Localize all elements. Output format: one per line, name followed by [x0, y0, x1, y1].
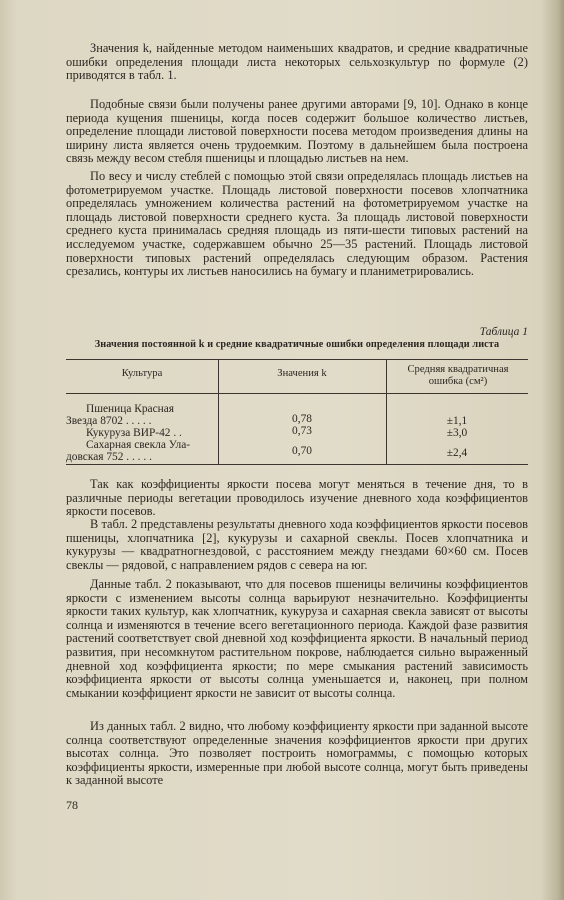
table-cell-err-3: ±2,4	[446, 447, 468, 459]
table-number: Таблица 1	[479, 326, 528, 338]
page-number: 78	[66, 798, 78, 812]
table-cell-err-1: ±1,1	[446, 415, 468, 427]
table-cell-k-2: 0,73	[292, 425, 312, 437]
table-bottom-rule	[66, 464, 528, 465]
paragraph-5: В табл. 2 представлены результаты дневного хода коэффициентов яркости посевов пшеницы, хлопчатника [2], кукурузы и сахарной свеклы. Посев хлопчатника и кукурузы — квадратногнездовой, с расстоянием между гнездами 60×60 см. Посев свеклы — рядовой, с направлением рядов с севера на юг.	[66, 517, 528, 572]
table-cell-culture-1a: Пшеница Красная	[86, 403, 175, 415]
table-header-error: Средняя квадратичная ошибка (см²)	[407, 364, 509, 387]
table-header-culture: Культура	[121, 368, 163, 379]
paragraph-6: Данные табл. 2 показывают, что для посевов пшеницы величины коэффициентов яркости с изменением высоты солнца варьируют незначительно. Коэффициенты яркости таких культур, как хлопчатник, кукуруза и сахарная свекла зависят от высоты солнца и изменяются в течение всего вегетационного периода. Каждой фазе развития растений соответствует свой дневной ход коэффициента яркости. В начальный период развития, при несомкнутом растительном покрове, наблюдается сильно выраженный дневной ход коэффициента яркости; по мере смыкания растений зависимость коэффициента яркости от высоты солнца уменьшается и, наконец, при полном смыкании коэффициент яркости не зависит от высоты солнца.	[66, 577, 528, 700]
table-top-rule	[66, 359, 528, 360]
table-cell-culture-2: Кукуруза ВИР-42 . .	[86, 427, 182, 439]
table-col-divider-2	[386, 360, 387, 464]
paragraph-3: По весу и числу стеблей с помощью этой связи определялась площадь листьев на фотометрируемом участке. Площадь листовой поверхности посевов хлопчатника определялась умножением количества растений на фотометрируемом участке на площадь листовой поверхности среднего куста. За площадь листовой поверхности среднего куста принималась средняя площадь из пяти-шести типовых растений на исследуемом участке, содержавшем обычно 25—35 растений. Площадь листовой поверхности типовых растений определялась следующим образом. Растения срезались, контуры их листьев наносились на бумагу и планиметрировались.	[66, 169, 528, 279]
paragraph-7: Из данных табл. 2 видно, что любому коэффициенту яркости при заданной высоте солнца соответствуют определенные значения коэффициентов яркости при других высотах солнца. Это позволяет построить номограммы, с помощью которых коэффициенты яркости, измеренные при любой высоте солнца, могут быть приведены к заданной высоте	[66, 719, 528, 788]
page-edge	[542, 0, 564, 900]
table-cell-k-3: 0,70	[292, 445, 312, 457]
table-cell-culture-3a: Сахарная свекла Ула-	[86, 439, 191, 451]
table-header-rule	[66, 393, 528, 394]
table-cell-culture-1b: Звезда 8702 . . . . .	[66, 415, 152, 427]
paragraph-4: Так как коэффициенты яркости посева могут меняться в течение дня, то в различные периоды вегетации проводилось изучение дневного хода коэффициентов яркости посевов.	[66, 477, 528, 519]
table-title: Значения постоянной k и средние квадратичные ошибки определения площади листа	[94, 339, 500, 350]
table-cell-culture-3b: довская 752 . . . . .	[66, 451, 152, 463]
table-cell-err-2: ±3,0	[446, 427, 468, 439]
table-cell-k-1: 0,78	[292, 413, 312, 425]
paragraph-1: Значения k, найденные методом наименьших квадратов, и средние квадратичные ошибки определения площади листа некоторых сельхозкультур по формуле (2) приводятся в табл. 1.	[66, 41, 528, 83]
table-header-k: Значения k	[277, 368, 327, 379]
paragraph-2: Подобные связи были получены ранее другими авторами [9, 10]. Однако в конце периода кущения пшеницы, когда посев содержит большое количество листьев, определение площади листовой поверхности посева методом произведения длины на ширину листа является очень трудоемким. Поэтому в дальнейшем была построена связь между весом стебля пшеницы и площадью листьев на нем.	[66, 97, 528, 166]
